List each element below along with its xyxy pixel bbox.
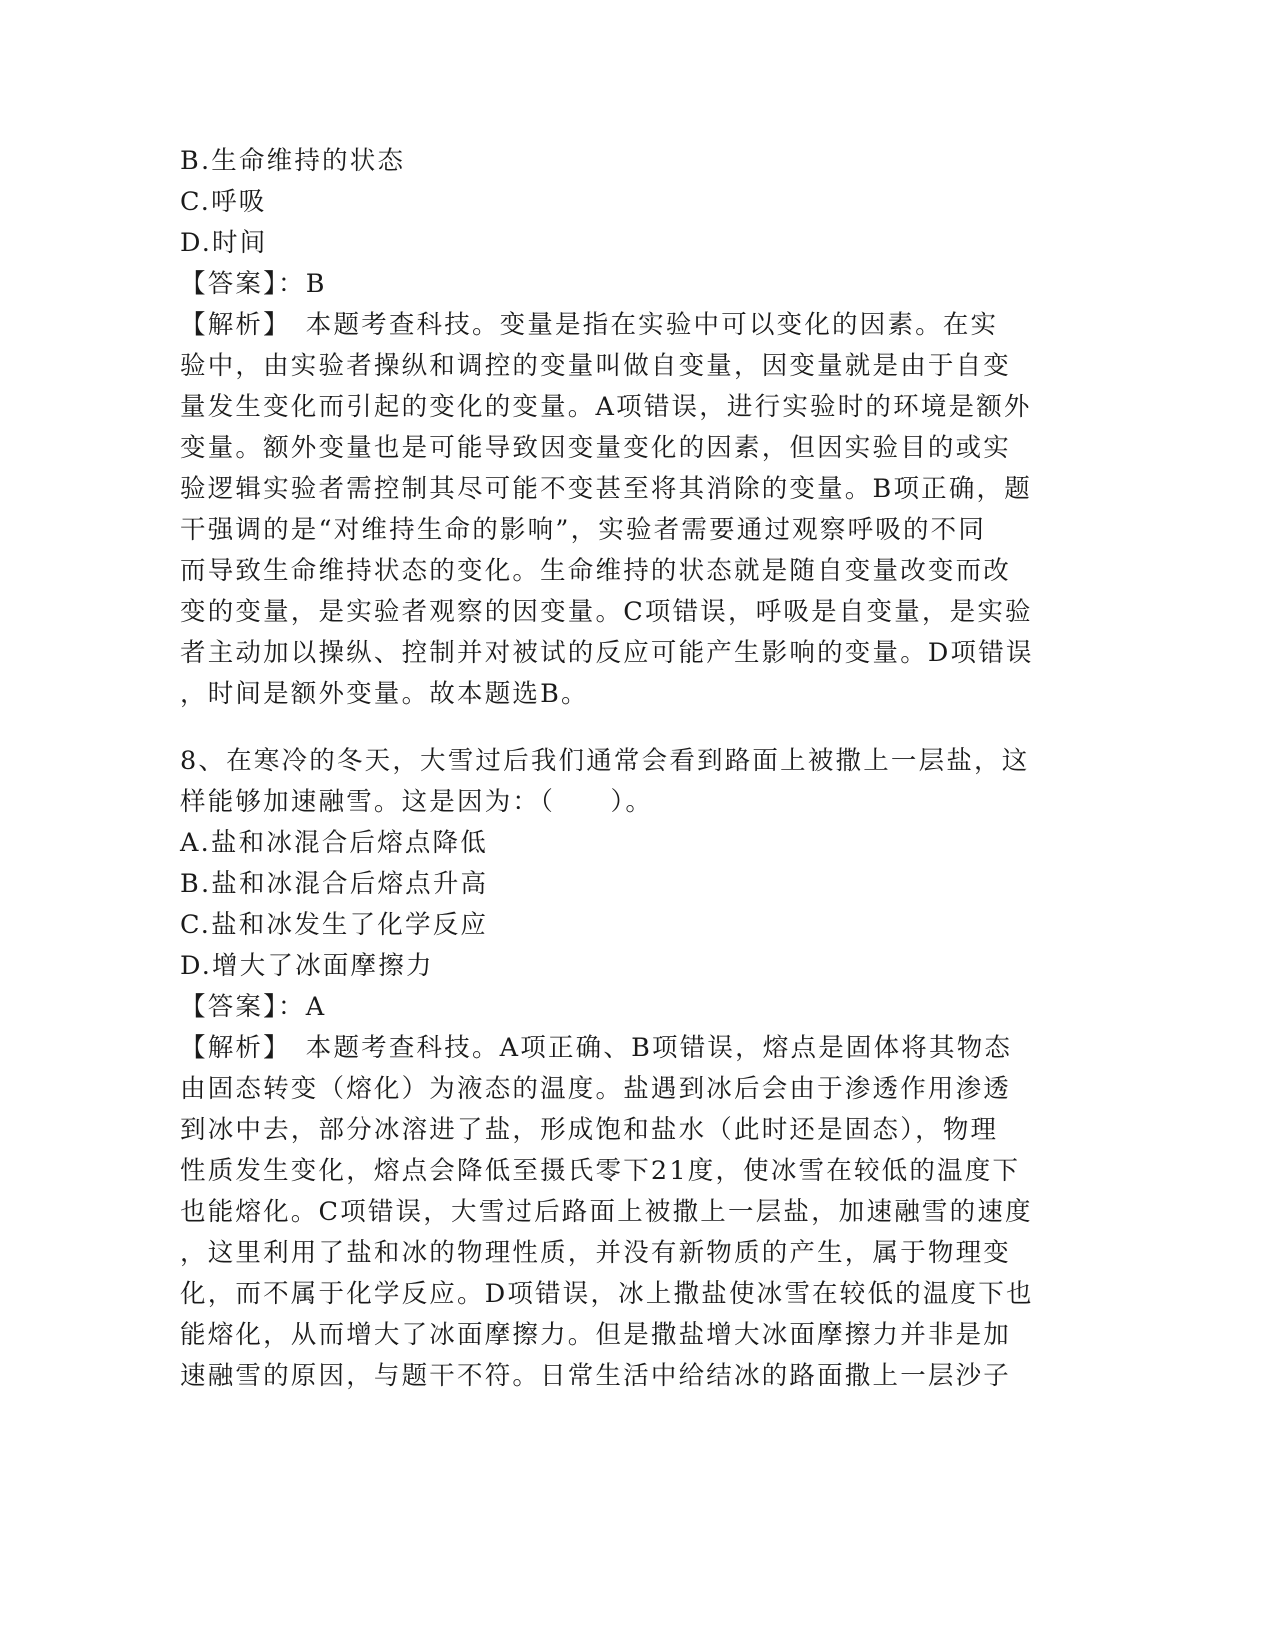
analysis-line: 到冰中去，部分冰溶进了盐，形成饱和盐水（此时还是固态），物理 — [180, 1115, 999, 1145]
answer-line: 【答案】：A — [180, 992, 327, 1022]
analysis-line: 能熔化，从而增大了冰面摩擦力。但是撒盐增大冰面摩擦力并非是加 — [180, 1320, 1012, 1350]
analysis-line: 【解析】 本题考查科技。变量是指在实验中可以变化的因素。在实 — [180, 310, 999, 340]
option-c: C.呼吸 — [180, 187, 267, 217]
analysis-line: 化，而不属于化学反应。D项错误，冰上撒盐使冰雪在较低的温度下也 — [180, 1279, 1034, 1309]
analysis-line: 【解析】 本题考查科技。A项正确、B项错误，熔点是固体将其物态 — [180, 1033, 1013, 1063]
analysis-line: 性质发生变化，熔点会降低至摄氏零下21度，使冰雪在较低的温度下 — [180, 1156, 1021, 1186]
analysis-line: ，这里利用了盐和冰的物理性质，并没有新物质的产生，属于物理变 — [180, 1238, 1012, 1268]
option-b: B.盐和冰混合后熔点升高 — [180, 869, 489, 899]
question-stem: 8、在寒冷的冬天，大雪过后我们通常会看到路面上被撒上一层盐，这 — [180, 746, 1030, 776]
analysis-line: 变的变量，是实验者观察的因变量。C项错误，呼吸是自变量，是实验 — [180, 597, 1033, 627]
option-d: D.增大了冰面摩擦力 — [180, 951, 434, 981]
analysis-line: 量发生变化而引起的变化的变量。A项错误，进行实验时的环境是额外 — [180, 392, 1032, 422]
option-c: C.盐和冰发生了化学反应 — [180, 910, 489, 940]
question-stem: 样能够加速融雪。这是因为：（ ）。 — [180, 787, 654, 817]
option-d: D.时间 — [180, 228, 268, 258]
analysis-line: 者主动加以操纵、控制并对被试的反应可能产生影响的变量。D项错误 — [180, 638, 1034, 668]
analysis-line: 干强调的是“对维持生命的影响”，实验者需要通过观察呼吸的不同 — [180, 515, 987, 545]
analysis-line: ，时间是额外变量。故本题选B。 — [180, 679, 589, 709]
analysis-line: 而导致生命维持状态的变化。生命维持的状态就是随自变量改变而改 — [180, 556, 1012, 586]
analysis-line: 速融雪的原因，与题干不符。日常生活中给结冰的路面撒上一层沙子 — [180, 1361, 1012, 1391]
analysis-line: 也能熔化。C项错误，大雪过后路面上被撒上一层盐，加速融雪的速度 — [180, 1197, 1033, 1227]
option-b: B.生命维持的状态 — [180, 146, 406, 176]
analysis-line: 验逻辑实验者需控制其尽可能不变甚至将其消除的变量。B项正确，题 — [180, 474, 1032, 504]
analysis-line: 变量。额外变量也是可能导致因变量变化的因素，但因实验目的或实 — [180, 433, 1012, 463]
analysis-line: 验中，由实验者操纵和调控的变量叫做自变量，因变量就是由于自变 — [180, 351, 1012, 381]
option-a: A.盐和冰混合后熔点降低 — [180, 828, 488, 858]
answer-line: 【答案】：B — [180, 269, 327, 299]
analysis-line: 由固态转变（熔化）为液态的温度。盐遇到冰后会由于渗透作用渗透 — [180, 1074, 1012, 1104]
